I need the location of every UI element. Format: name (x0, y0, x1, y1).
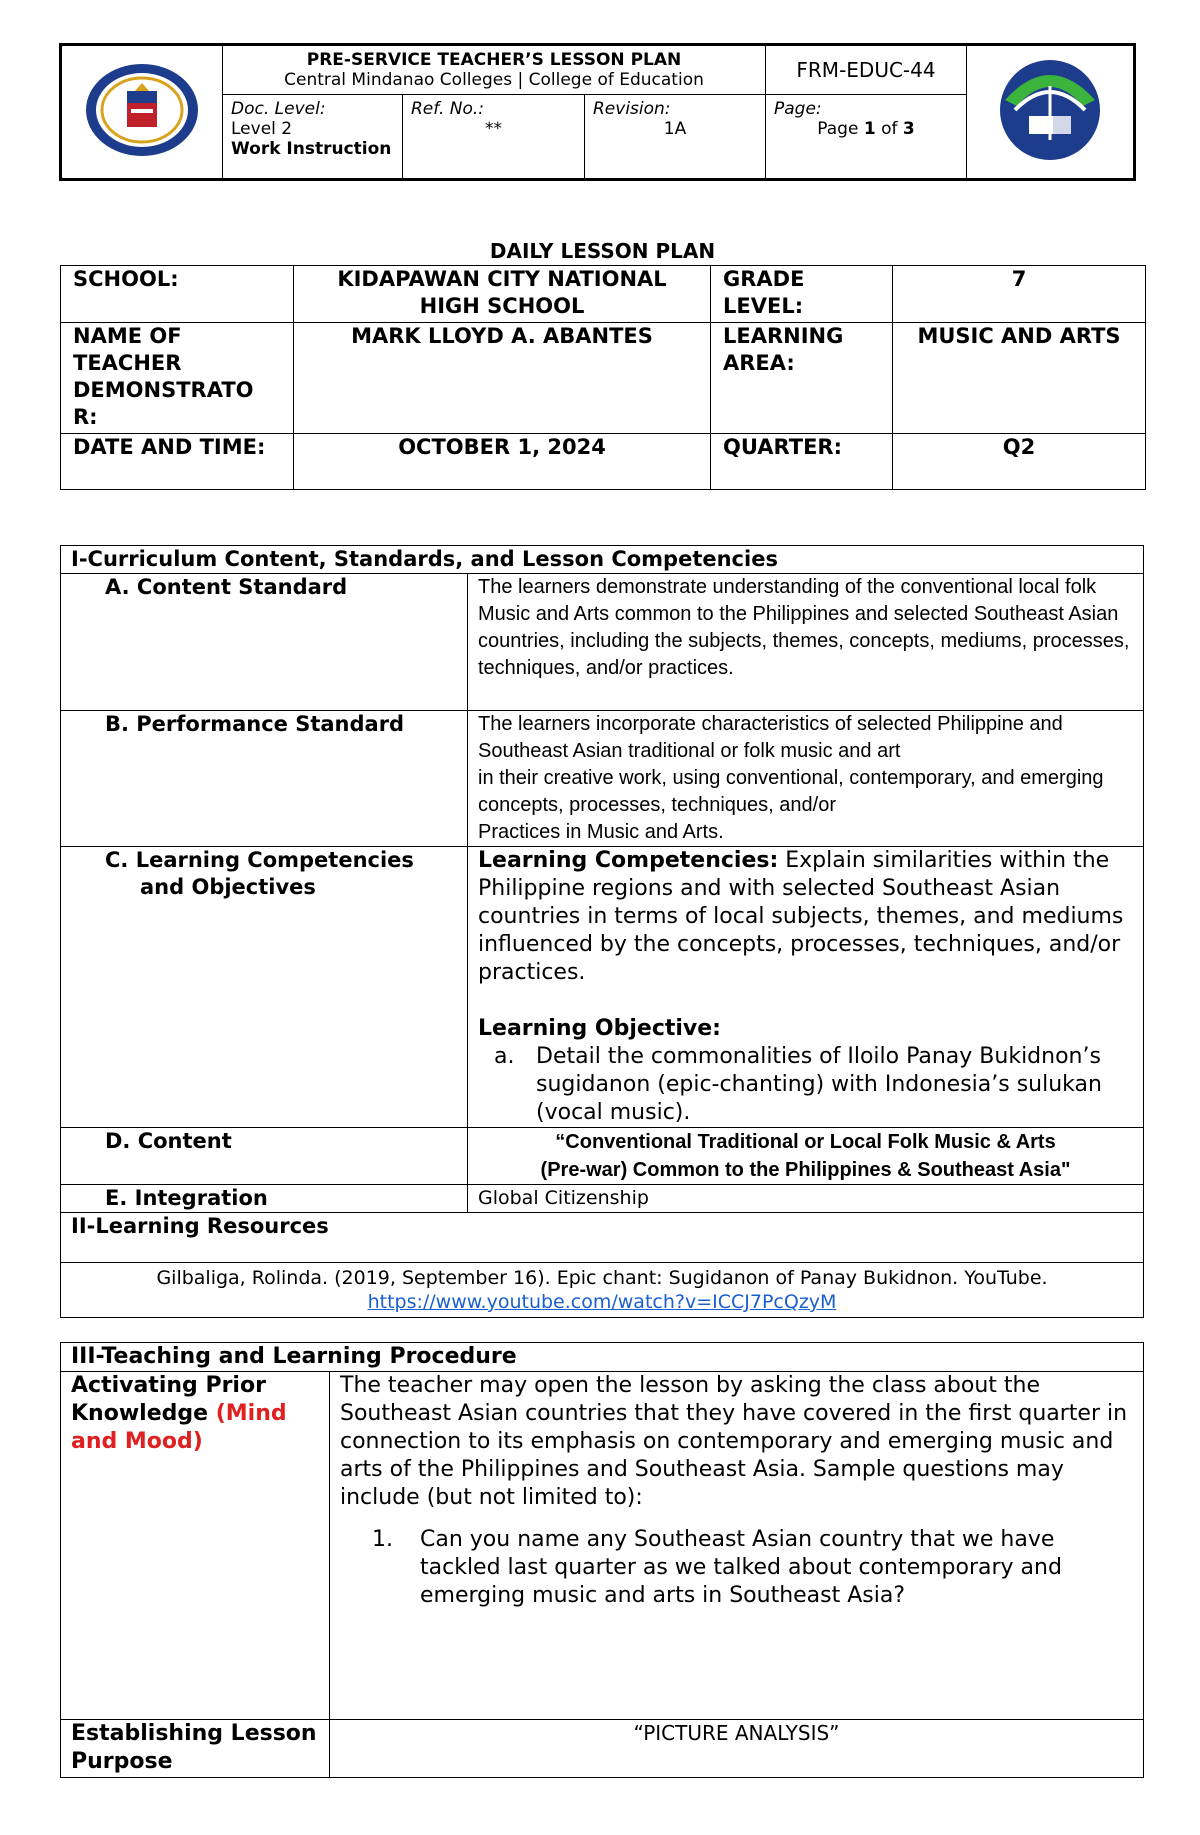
procedure-section-title: III-Teaching and Learning Procedure (61, 1343, 1144, 1372)
performance-standard-line: The learners incorporate characteristics of selected Philippine and Southeast Asian traditional or folk music and art (478, 713, 1063, 762)
college-seal-icon (83, 61, 201, 159)
page-number: Page 1 of 3 (817, 119, 915, 139)
daily-lesson-plan-title: DAILY LESSON PLAN (489, 239, 716, 263)
page-label: Page: (774, 99, 822, 119)
form-title-cell (223, 45, 766, 95)
revision-value: 1A (663, 119, 687, 139)
content-label: D. Content (61, 1128, 468, 1185)
performance-standard-line: in their creative work, using conventional, contemporary, and emerging concepts, processes, techniques, and/or (478, 767, 1104, 816)
competencies-cell (468, 847, 1144, 1128)
school-value: KIDAPAWAN CITY NATIONAL HIGH SCHOOL (294, 266, 711, 323)
teacher-label: NAME OF TEACHER DEMONSTRATO R: (61, 323, 294, 434)
activating-text: The teacher may open the lesson by asking the class about the Southeast Asian countries that they have covered in the first quarter in connection to its emphasis on contemporary and emerging music and arts of the Philippines and Southeast Asia. Sample questions may include (but not limited to): (340, 1373, 1128, 1510)
doc-level-value: Level 2 (231, 119, 293, 139)
quarter-value: Q2 (893, 434, 1146, 490)
content-value-line: (Pre-war) Common to the Philippines & Southeast Asia" (540, 1159, 1071, 1181)
picture-analysis-title: “PICTURE ANALYSIS” (330, 1720, 1144, 1778)
content-value (468, 1128, 1144, 1185)
competencies-paragraph: Learning Competencies: Explain similarities within the Philippine regions and with selected Southeast Asian countries in terms of local subjects, themes, and mediums influenced by the concepts, processes, techniques, and/or practices. (478, 848, 1124, 985)
content-standard-text: The learners demonstrate understanding of the conventional local folk Music and Arts common to the Philippines and selected Southeast Asian countries, including the subjects, themes, concepts, mediums, processes, techniques, and/or practices. (468, 574, 1144, 711)
curriculum-table (60, 545, 1144, 1318)
question-number: 1. (372, 1527, 393, 1552)
activating-prior-knowledge-cell (330, 1372, 1144, 1720)
date-label: DATE AND TIME: (61, 434, 294, 490)
content-standard-label: A. Content Standard (61, 574, 468, 711)
revision-cell (585, 95, 766, 180)
ref-no-value: ** (485, 119, 502, 139)
establishing-lesson-purpose-label: Establishing Lesson Purpose (61, 1720, 330, 1778)
department-logo-cell (967, 45, 1135, 180)
objective-marker: a. (494, 1044, 515, 1069)
integration-label: E. Integration (61, 1185, 468, 1213)
integration-value: Global Citizenship (468, 1185, 1144, 1213)
objective-text: Detail the commonalities of Iloilo Panay Bukidnon’s sugidanon (epic-chanting) with Indonesia’s sulukan (vocal music). (536, 1044, 1102, 1125)
curriculum-section-title: I-Curriculum Content, Standards, and Lesson Competencies (61, 546, 1144, 574)
performance-standard-text (468, 711, 1144, 847)
form-title: PRE-SERVICE TEACHER’S LESSON PLAN (306, 50, 682, 70)
lesson-info-table (60, 265, 1146, 490)
grade-label: GRADE LEVEL: (711, 266, 893, 323)
competencies-label (61, 847, 468, 1128)
sample-question-item (340, 1526, 1133, 1610)
page-cell (766, 95, 967, 180)
procedure-table (60, 1342, 1144, 1778)
doc-level-label: Doc. Level: (231, 99, 326, 119)
department-logo-icon (995, 56, 1105, 164)
college-seal-cell (61, 45, 223, 180)
objective-heading: Learning Objective: (478, 1016, 721, 1041)
performance-standard-label: B. Performance Standard (61, 711, 468, 847)
learning-area-value: MUSIC AND ARTS (893, 323, 1146, 434)
ref-no-cell (403, 95, 585, 180)
doc-level-cell (223, 95, 403, 180)
learning-area-label: LEARNING AREA: (711, 323, 893, 434)
grade-value: 7 (893, 266, 1146, 323)
form-code: FRM-EDUC-44 (766, 45, 967, 95)
resource-citation: Gilbaliga, Rolinda. (2019, September 16). Epic chant: Sugidanon of Panay Bukidnon. YouTube. (156, 1267, 1048, 1289)
form-header-table (59, 43, 1136, 181)
date-value: OCTOBER 1, 2024 (294, 434, 711, 490)
competencies-label-line: and Objectives (140, 875, 316, 899)
question-text: Can you name any Southeast Asian country that we have tackled last quarter as we talked about contemporary and emerging music and arts in Southeast Asia? (420, 1527, 1062, 1608)
resource-citation-cell (61, 1263, 1144, 1318)
revision-label: Revision: (593, 99, 671, 119)
competencies-label-line: C. Learning Competencies (105, 848, 414, 872)
school-label: SCHOOL: (61, 266, 294, 323)
ref-no-label: Ref. No.: (411, 99, 485, 119)
content-value-line: “Conventional Traditional or Local Folk Music & Arts (555, 1131, 1056, 1153)
teacher-value: MARK LLOYD A. ABANTES (294, 323, 711, 434)
resource-link[interactable]: https://www.youtube.com/watch?v=ICCJ7PcQzyM (367, 1291, 837, 1313)
performance-standard-line: Practices in Music and Arts. (478, 821, 724, 843)
objective-item (478, 1043, 1133, 1127)
mind-and-mood-tag: (Mind and Mood) (71, 1401, 287, 1454)
resources-section-title: II-Learning Resources (61, 1213, 1144, 1263)
institution-name: Central Mindanao Colleges | College of Education (284, 70, 704, 90)
doc-level-value-2: Work Instruction (231, 139, 392, 159)
quarter-label: QUARTER: (711, 434, 893, 490)
activating-prior-knowledge-label: Activating Prior Knowledge (Mind and Mood) (61, 1372, 330, 1720)
